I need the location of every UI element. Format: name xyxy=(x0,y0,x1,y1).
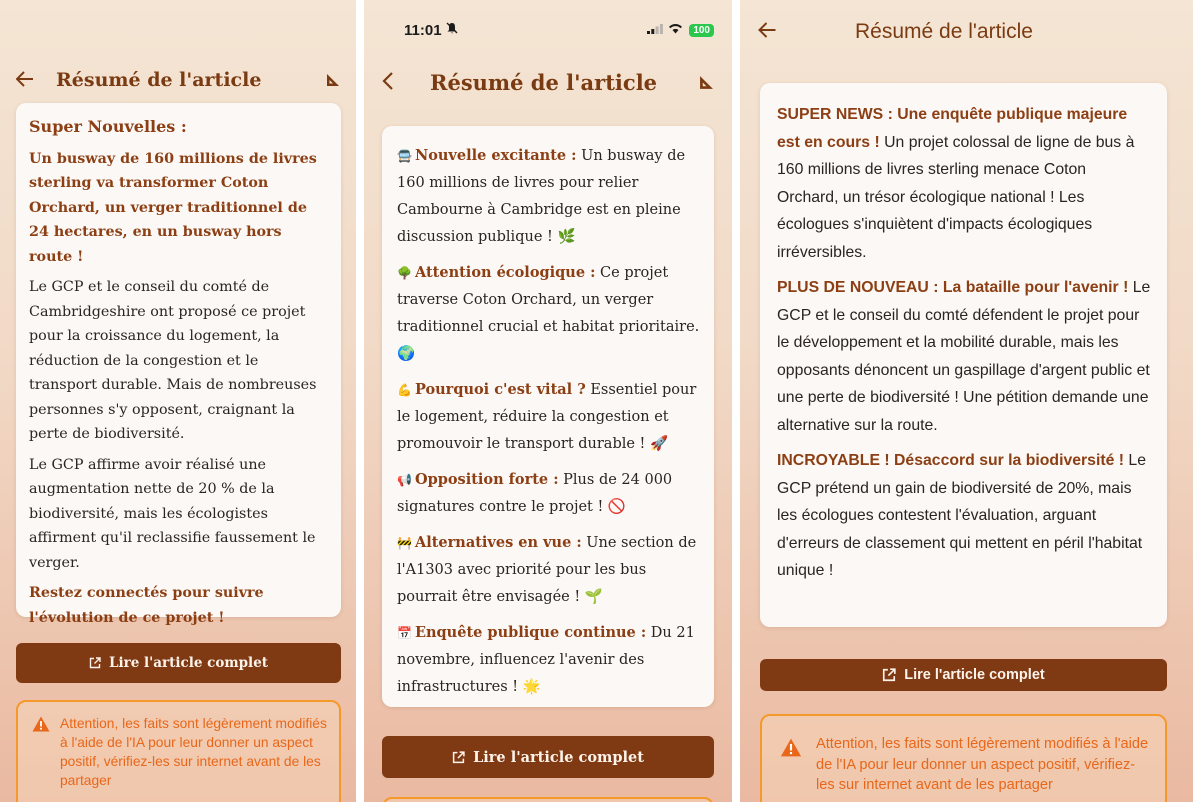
silent-bell-icon xyxy=(446,21,458,39)
bus-emoji: 🚍 xyxy=(397,149,412,163)
set-square-icon[interactable] xyxy=(326,73,340,87)
summary-closing: Restez connectés pour suivre l'évolution de ce projet ! xyxy=(29,585,264,626)
app-bar xyxy=(364,62,732,102)
screen-panel-1 xyxy=(0,0,356,802)
screen-panel-3 xyxy=(740,0,1193,802)
item-text: Essentiel pour le logement, réduire la congestion et promouvoir le transport durable ! 🚀 xyxy=(397,382,697,452)
button-label: Lire l'article complet xyxy=(904,667,1045,683)
item-label: Nouvelle excitante : xyxy=(414,147,577,164)
summary-paragraph: Le GCP affirme avoir réalisé une augmentation nette de 20 % de la biodiversité, mais les écologistes affirment qu'il reclassifie faussement le verger. xyxy=(29,456,316,571)
open-external-icon xyxy=(452,751,465,764)
wifi-icon xyxy=(668,21,683,39)
summary-paragraph: Le GCP et le conseil du comté de Cambridgeshire ont proposé ce projet pour la croissance du logement, la réduction de la congestion et le transport durable. Mais de nombreuses personnes s'y opposent, craignant la perte de biodiversité. xyxy=(29,279,317,442)
item-label: Opposition forte : xyxy=(414,471,559,488)
back-arrow-icon[interactable] xyxy=(758,22,777,42)
button-label: Lire l'article complet xyxy=(108,655,269,671)
app-bar xyxy=(740,12,1193,52)
section-text: Le GCP prétend un gain de biodiversité de 20%, mais les écologues contestent l'évaluation, arguant d'erreurs de classement qui mettent en péril l'habitat unique ! xyxy=(777,452,1147,579)
warning-triangle-icon xyxy=(32,716,50,802)
ai-warning-box xyxy=(382,797,714,802)
summary-heading: Super Nouvelles : xyxy=(29,117,187,136)
construction-emoji: 🚧 xyxy=(397,536,412,550)
summary-card xyxy=(760,83,1167,627)
item-text: Du 21 novembre, influencez l'avenir des infrastructures ! 🌟 xyxy=(397,625,695,695)
warning-text: Attention, les faits sont légèrement modifiés à l'aide de l'IA pour leur donner un aspect positif, vérifiez-les sur internet avant de les partager xyxy=(816,736,1149,793)
item-text: Une section de l'A1303 avec priorité pour les bus pourrait être envisagée ! 🌱 xyxy=(397,535,697,605)
summary-section xyxy=(777,274,1151,439)
summary-section xyxy=(777,447,1151,585)
read-full-article-button[interactable] xyxy=(16,643,341,683)
ai-warning-box xyxy=(760,714,1167,802)
item-label: Enquête publique continue : xyxy=(414,624,647,641)
summary-card xyxy=(16,103,341,626)
summary-subheading: Un busway de 160 millions de livres sterling va transformer Coton Orchard, un verger traditionnel de 24 hectares, en un busway hors route ! xyxy=(29,150,317,265)
summary-item xyxy=(397,619,700,701)
read-full-article-button[interactable] xyxy=(382,736,714,778)
status-time: 11:01 xyxy=(404,21,442,39)
battery-indicator: 100 xyxy=(689,24,714,37)
section-label: PLUS DE NOUVEAU : La bataille pour l'avenir ! xyxy=(777,279,1129,296)
open-external-icon xyxy=(882,668,896,682)
megaphone-emoji: 📢 xyxy=(397,473,412,487)
section-text: Le GCP et le conseil du comté défendent le projet pour le développement et la mobilité durable, mais les opposants dénoncent un gaspillage d'argent public et une perte de biodiversité ! Une pétition demande une alternative sur la route. xyxy=(777,279,1151,434)
tree-emoji: 🌳 xyxy=(397,266,412,280)
app-bar xyxy=(0,60,356,100)
back-arrow-icon[interactable] xyxy=(16,70,34,90)
open-external-icon xyxy=(89,657,101,669)
calendar-emoji: 📅 xyxy=(397,626,412,640)
item-label: Pourquoi c'est vital ? xyxy=(414,381,586,398)
set-square-icon[interactable] xyxy=(699,75,714,90)
item-label: Attention écologique : xyxy=(414,264,596,281)
summary-section xyxy=(777,101,1151,266)
muscle-emoji: 💪 xyxy=(397,383,412,397)
status-bar xyxy=(404,18,714,42)
summary-item xyxy=(397,466,700,521)
summary-item xyxy=(397,376,700,458)
page-title: Résumé de l'article xyxy=(56,69,262,91)
summary-item xyxy=(397,142,700,251)
item-text: Ce projet traverse Coton Orchard, un verger traditionnel crucial et habitat prioritaire. 🌍 xyxy=(397,265,700,362)
summary-item xyxy=(397,259,700,368)
item-label: Alternatives en vue : xyxy=(414,534,582,551)
page-title: Résumé de l'article xyxy=(430,69,658,95)
summary-card xyxy=(382,126,714,707)
read-full-article-button[interactable] xyxy=(760,659,1167,691)
screen-panel-2 xyxy=(364,0,732,802)
section-label: SUPER NEWS : Une enquête publique majeure est en cours ! xyxy=(777,106,1128,151)
page-title: Résumé de l'article xyxy=(855,20,1033,43)
summary-item xyxy=(397,529,700,611)
section-label: INCROYABLE ! Désaccord sur la biodiversité ! xyxy=(777,452,1125,469)
item-text: Plus de 24 000 signatures contre le projet ! 🚫 xyxy=(397,472,673,515)
warning-triangle-icon xyxy=(780,738,802,802)
warning-text: Attention, les faits sont légèrement modifiés à l'aide de l'IA pour leur donner un aspect positif, vérifiez-les sur internet avant de les partager xyxy=(60,716,327,788)
item-text: Un busway de 160 millions de livres pour relier Cambourne à Cambridge est en pleine discussion publique ! 🌿 xyxy=(397,148,686,245)
back-chevron-icon[interactable] xyxy=(382,72,394,93)
section-text: Un projet colossal de ligne de bus à 160 millions de livres sterling menace Coton Orchard, un trésor écologique national ! Les écologues s'inquiètent d'impacts écologiques irréversibles. xyxy=(777,133,1135,261)
button-label: Lire l'article complet xyxy=(473,748,644,766)
ai-warning-box xyxy=(16,700,341,802)
signal-icon xyxy=(647,21,663,39)
